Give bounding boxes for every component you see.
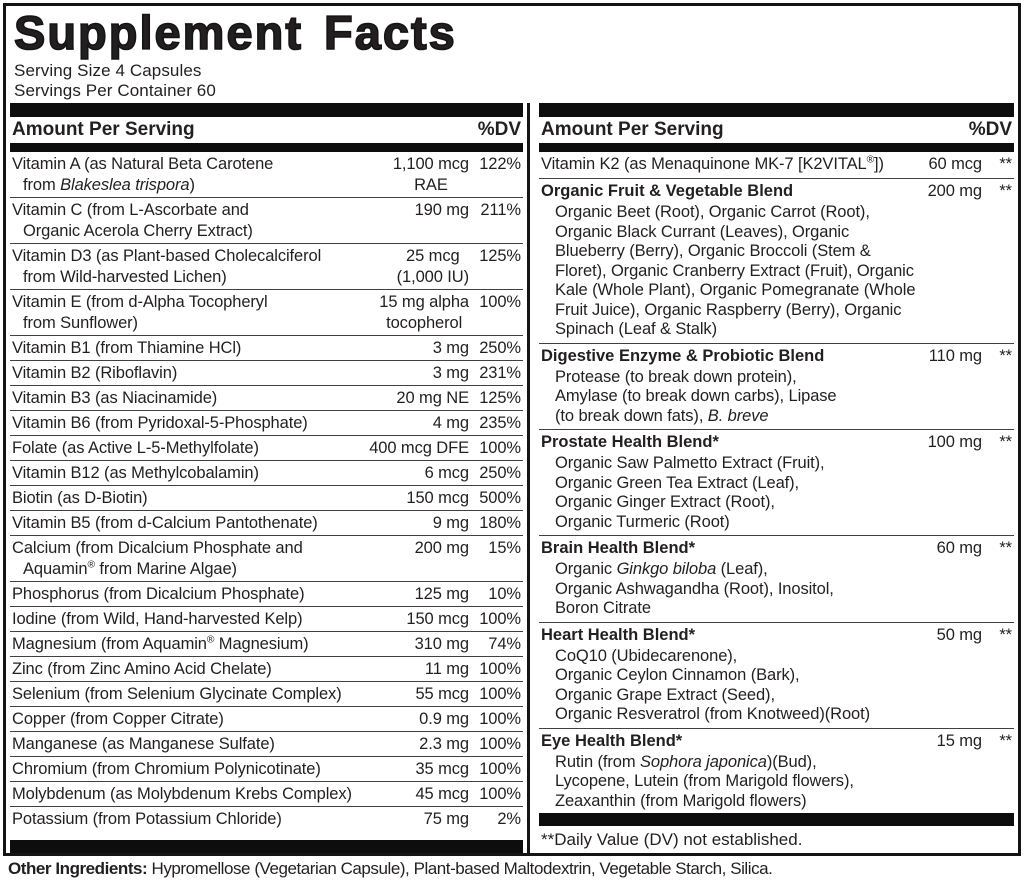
ingredient-amount: 3 mg: [432, 338, 469, 357]
ingredient-amount: 60 mcg: [928, 155, 982, 173]
column-header: [539, 117, 1014, 143]
blend-ingredients: Organic Beet (Root), Organic Carrot (Root), Organic Black Currant (Leaves), Organic Blueberry (Berry), Organic Broccoli (Stem & Floret), Organic Cranberry Extract (Fruit), Organic Kale (Whole Plant), Organic Pomegranate (Whole Fruit Juice), Organic Raspberry (Berry), Organic Spinach (Leaf & Stalk): [555, 203, 916, 338]
amount-per-serving-header: Amount Per Serving: [12, 119, 195, 140]
ingredient-dv: **: [999, 539, 1012, 557]
table-row: [10, 435, 523, 460]
ingredient-dv: 100%: [479, 784, 521, 803]
ingredient-dv: 235%: [479, 413, 521, 432]
divider-bar: [10, 840, 523, 853]
ingredient-dv: 231%: [479, 363, 521, 382]
other-ingredients-label: Other Ingredients:: [8, 859, 148, 878]
ingredient-dv: 125%: [479, 388, 521, 407]
ingredient-amount: 2.3 mg: [419, 734, 469, 753]
ingredient-name: Vitamin D3 (as Plant-based Cholecalciferol from Wild-harvested Lichen): [12, 246, 322, 286]
ingredient-dv: **: [999, 731, 1012, 750]
table-row: [10, 385, 523, 410]
divider-bar: [539, 143, 1014, 152]
ingredient-amount: 125 mg: [414, 584, 469, 603]
ingredient-dv: 250%: [479, 338, 521, 357]
ingredient-name: Vitamin B5 (from d-Calcium Pantothenate): [12, 513, 318, 532]
ingredient-amount: 50 mg: [936, 625, 982, 644]
ingredient-amount: 150 mcg: [406, 488, 469, 507]
blend-row: [539, 535, 1014, 622]
ingredient-name: Phosphorus (from Dicalcium Phosphate): [12, 584, 305, 603]
right-column: [530, 103, 1018, 853]
table-row: [10, 756, 523, 781]
ingredient-amount: 35 mcg: [415, 759, 469, 778]
ingredient-dv: 125%: [479, 246, 521, 265]
ingredient-name: Folate (as Active L-5-Methylfolate): [12, 438, 259, 457]
ingredient-amount: 400 mcg DFE: [369, 438, 469, 457]
ingredient-amount: 15 mg: [936, 731, 982, 750]
ingredient-amount: 150 mcg: [406, 609, 469, 628]
ingredient-amount: 200 mg: [414, 538, 469, 557]
ingredient-dv: 100%: [479, 734, 521, 753]
ingredient-amount: 25 mcg (1,000 IU): [396, 246, 469, 286]
table-row: [10, 243, 523, 289]
ingredient-name: Vitamin B6 (from Pyridoxal-5-Phosphate): [12, 413, 308, 432]
table-row: [10, 460, 523, 485]
divider-bar: [10, 103, 523, 117]
ingredient-amount: 9 mg: [432, 513, 469, 532]
table-row: [10, 706, 523, 731]
blend-row: [539, 178, 1014, 343]
ingredient-dv: 100%: [479, 684, 521, 703]
blend-row: [539, 728, 1014, 815]
left-column-rows: [10, 152, 523, 831]
ingredient-dv: 100%: [479, 759, 521, 778]
ingredient-dv: 100%: [479, 709, 521, 728]
column-header: [10, 117, 523, 143]
ingredient-dv: 211%: [480, 200, 521, 219]
table-row: [10, 656, 523, 681]
table-row: [10, 781, 523, 806]
dv-footnote: **Daily Value (DV) not established.: [541, 830, 803, 849]
ingredient-name: Vitamin B3 (as Niacinamide): [12, 388, 218, 407]
servings-per-container: Servings Per Container 60: [14, 81, 216, 100]
ingredient-name: Chromium (from Chromium Polynicotinate): [12, 759, 321, 778]
ingredient-dv: **: [999, 155, 1012, 173]
ingredient-dv: 250%: [479, 463, 521, 482]
ingredient-amount: 310 mg: [414, 634, 469, 653]
ingredient-amount: 60 mg: [936, 539, 982, 557]
ingredient-amount: 3 mg: [432, 363, 469, 382]
panel-title: Supplement Facts: [14, 6, 457, 59]
ingredient-name: Potassium (from Potassium Chloride): [12, 809, 282, 828]
ingredient-dv: **: [999, 625, 1012, 644]
ingredient-amount: 4 mg: [432, 413, 469, 432]
left-column: [6, 103, 527, 853]
blend-name: Prostate Health Blend*: [541, 433, 719, 451]
supplement-facts-panel: [3, 3, 1021, 856]
ingredient-name: Molybdenum (as Molybdenum Krebs Complex): [12, 784, 352, 803]
ingredient-dv: 15%: [488, 538, 521, 557]
table-row: [10, 410, 523, 435]
ingredient-name: Copper (from Copper Citrate): [12, 709, 224, 728]
table-row: [10, 335, 523, 360]
ingredient-amount: 11 mg: [424, 659, 469, 678]
table-row: [10, 510, 523, 535]
ingredient-dv: 74%: [488, 634, 521, 653]
table-row: [10, 631, 523, 656]
ingredient-name: Vitamin C (from L-Ascorbate and Organic Acerola Cherry Extract): [12, 200, 253, 240]
ingredient-dv: 2%: [497, 809, 521, 828]
panel-header: [6, 6, 1018, 103]
dv-header: %DV: [968, 119, 1012, 140]
ingredient-amount: 110 mg: [928, 346, 982, 365]
blend-name: Organic Fruit & Vegetable Blend: [541, 182, 794, 200]
ingredient-dv: **: [999, 182, 1012, 200]
ingredient-name: Vitamin B12 (as Methylcobalamin): [12, 463, 259, 482]
table-row: [10, 731, 523, 756]
table-row: [10, 681, 523, 706]
table-row: [10, 289, 523, 335]
blend-row: [539, 343, 1014, 430]
ingredient-name: Iodine (from Wild, Hand-harvested Kelp): [12, 609, 303, 628]
table-row: [10, 535, 523, 581]
ingredient-name: Manganese (as Manganese Sulfate): [12, 734, 275, 753]
ingredient-amount: 15 mg alpha tocopherol: [379, 292, 469, 332]
blend-name: Vitamin K2 (as Menaquinone MK-7 [K2VITAL®]): [541, 154, 884, 173]
blend-name: Brain Health Blend*: [541, 539, 696, 557]
table-row: [10, 152, 523, 197]
dv-header: %DV: [477, 119, 521, 140]
divider-bar: [539, 813, 1014, 826]
ingredient-amount: 20 mg NE: [396, 388, 469, 407]
right-column-rows: [539, 152, 1014, 813]
ingredient-name: Vitamin B1 (from Thiamine HCl): [12, 338, 242, 357]
ingredient-dv: 122%: [479, 154, 521, 173]
ingredient-amount: 190 mg: [414, 200, 469, 219]
blend-name: Digestive Enzyme & Probiotic Blend: [541, 346, 825, 365]
ingredient-dv: 100%: [479, 659, 521, 678]
ingredient-amount: 1,100 mcg RAE: [392, 154, 469, 194]
ingredient-name: Selenium (from Selenium Glycinate Complex): [12, 684, 342, 703]
ingredient-name: Vitamin A (as Natural Beta Carotene from Blakeslea trispora): [12, 154, 274, 194]
other-ingredients-text: Hypromellose (Vegetarian Capsule), Plant-based Maltodextrin, Vegetable Starch, Silica.: [147, 859, 773, 878]
ingredient-name: Magnesium (from Aquamin® Magnesium): [12, 634, 309, 653]
divider-bar: [10, 143, 523, 152]
ingredient-amount: 75 mg: [423, 809, 469, 828]
ingredient-amount: 6 mcg: [424, 463, 469, 482]
facts-columns: [6, 103, 1018, 853]
ingredient-dv: 100%: [479, 292, 521, 311]
ingredient-name: Calcium (from Dicalcium Phosphate and Aquamin® from Marine Algae): [12, 538, 303, 578]
blend-row: [539, 152, 1014, 178]
blend-ingredients: Protease (to break down protein), Amylase (to break down carbs), Lipase (to break down fats), B. breve: [555, 367, 837, 425]
ingredient-amount: 0.9 mg: [419, 709, 469, 728]
divider-bar: [539, 103, 1014, 117]
ingredient-dv: **: [999, 346, 1012, 365]
ingredient-dv: **: [999, 433, 1012, 451]
blend-ingredients: Organic Ginkgo biloba (Leaf), Organic Ashwagandha (Root), Inositol, Boron Citrate: [555, 560, 834, 617]
table-row: [10, 581, 523, 606]
ingredient-name: Zinc (from Zinc Amino Acid Chelate): [12, 659, 272, 678]
amount-per-serving-header: Amount Per Serving: [541, 119, 724, 140]
blend-ingredients: Rutin (from Sophora japonica)(Bud), Lycopene, Lutein (from Marigold flowers), Zeaxanthin (from Marigold flowers): [555, 752, 854, 810]
blend-ingredients: Organic Saw Palmetto Extract (Fruit), Organic Green Tea Extract (Leaf), Organic Ginger Extract (Root), Organic Turmeric (Root): [555, 454, 825, 531]
blend-name: Heart Health Blend*: [541, 625, 696, 644]
ingredient-dv: 100%: [479, 609, 521, 628]
ingredient-amount: 55 mcg: [415, 684, 469, 703]
ingredient-amount: 200 mg: [927, 182, 982, 200]
ingredient-name: Vitamin B2 (Riboflavin): [12, 363, 178, 382]
ingredient-amount: 100 mg: [927, 433, 982, 451]
ingredient-dv: 10%: [488, 584, 521, 603]
table-row: [10, 485, 523, 510]
table-row: [10, 360, 523, 385]
ingredient-dv: 180%: [479, 513, 521, 532]
table-row: [10, 606, 523, 631]
ingredient-name: Biotin (as D-Biotin): [12, 488, 148, 507]
ingredient-name: Vitamin E (from d-Alpha Tocopheryl from Sunflower): [12, 292, 268, 332]
blend-ingredients: CoQ10 (Ubidecarenone), Organic Ceylon Cinnamon (Bark), Organic Grape Extract (Seed), Organic Resveratrol (from Knotweed)(Root): [555, 646, 871, 723]
ingredient-dv: 500%: [479, 488, 521, 507]
serving-size: Serving Size 4 Capsules: [14, 61, 202, 80]
table-row: [10, 197, 523, 243]
other-ingredients: [8, 859, 772, 879]
blend-row: [539, 429, 1014, 535]
blend-row: [539, 622, 1014, 728]
blend-name: Eye Health Blend*: [541, 731, 683, 750]
ingredient-amount: 45 mcg: [415, 784, 469, 803]
ingredient-dv: 100%: [479, 438, 521, 457]
table-row: [10, 806, 523, 831]
